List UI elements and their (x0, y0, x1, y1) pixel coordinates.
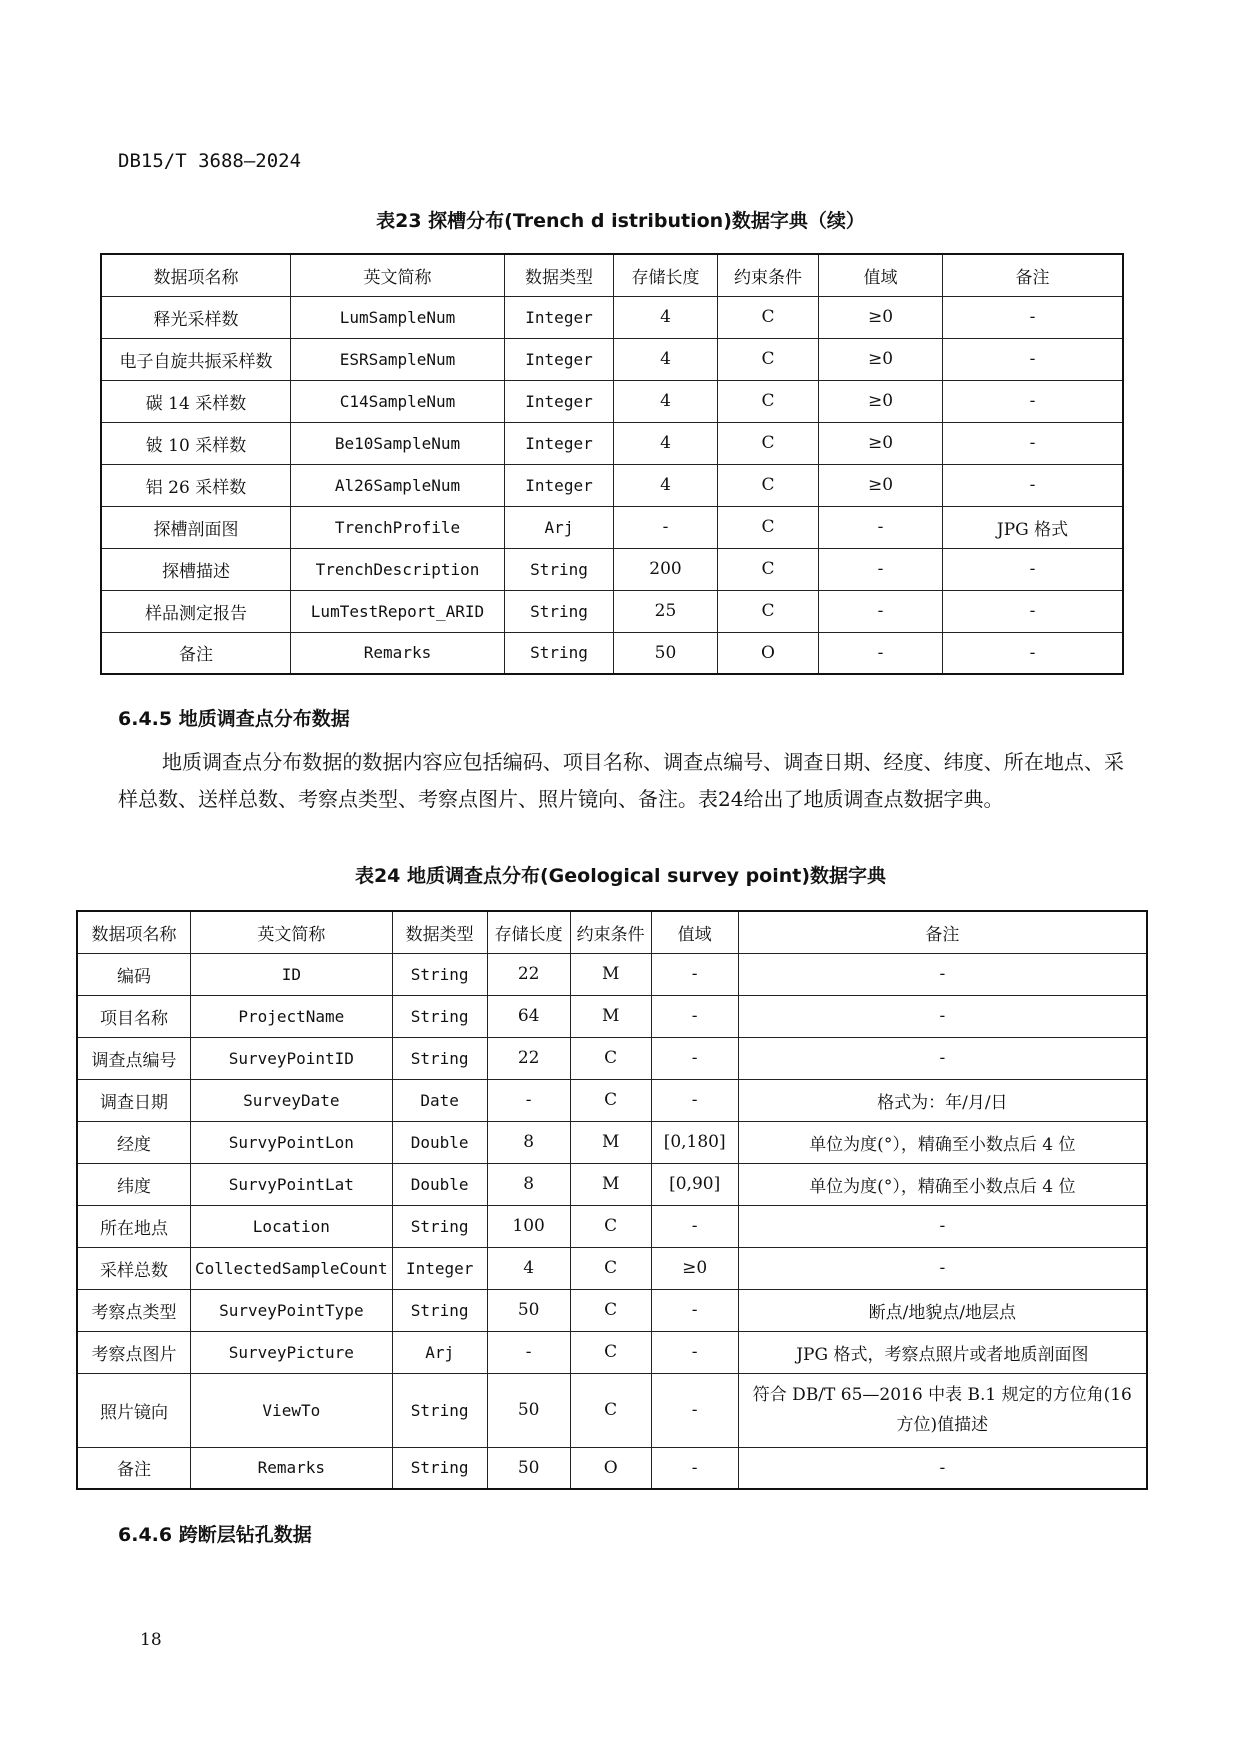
table-cell: ≥0 (819, 464, 943, 506)
table-cell: 单位为度(°），精确至小数点后 4 位 (738, 1121, 1147, 1163)
table-row (101, 296, 1123, 338)
table-cell: String (392, 1447, 487, 1489)
table-cell: Arj (392, 1331, 487, 1373)
table-cell: JPG 格式，考察点照片或者地质剖面图 (738, 1331, 1147, 1373)
table-cell: C (718, 338, 819, 380)
table-cell: C (718, 296, 819, 338)
table-cell: LumTestReport_ARID (291, 590, 505, 632)
column-header: 备注 (943, 254, 1124, 296)
table-cell: - (651, 995, 738, 1037)
table-cell: 电子自旋共振采样数 (101, 338, 291, 380)
column-header: 约束条件 (570, 911, 651, 953)
table-cell: String (392, 995, 487, 1037)
table-cell: SurvyPointLat (191, 1163, 393, 1205)
table-cell: Integer (505, 422, 614, 464)
table-cell: - (738, 1037, 1147, 1079)
table-row (77, 1205, 1147, 1247)
table-cell: - (738, 1447, 1147, 1489)
table-cell: String (505, 548, 614, 590)
column-header: 值域 (819, 254, 943, 296)
table-cell: String (505, 632, 614, 674)
table-cell: 200 (614, 548, 718, 590)
column-header: 值域 (651, 911, 738, 953)
table-cell: 4 (614, 422, 718, 464)
table-cell: O (570, 1447, 651, 1489)
table-cell: - (651, 1037, 738, 1079)
table-row (101, 380, 1123, 422)
column-header: 英文简称 (191, 911, 393, 953)
table-cell: - (738, 1205, 1147, 1247)
table-cell: M (570, 1121, 651, 1163)
table-cell: 考察点类型 (77, 1289, 191, 1331)
table-cell: 照片镜向 (77, 1373, 191, 1447)
table-row (77, 1121, 1147, 1163)
table-cell: 4 (487, 1247, 570, 1289)
table-cell: 100 (487, 1205, 570, 1247)
table-row (77, 1163, 1147, 1205)
table-cell: ≥0 (819, 296, 943, 338)
table-cell: - (651, 1373, 738, 1447)
table-cell: C (570, 1205, 651, 1247)
table23 (100, 253, 1124, 675)
table-row (101, 548, 1123, 590)
table-cell: Integer (505, 338, 614, 380)
table-cell: Integer (505, 464, 614, 506)
table-cell: String (392, 953, 487, 995)
table-cell: 4 (614, 380, 718, 422)
table-cell: Arj (505, 506, 614, 548)
table-cell: 探槽剖面图 (101, 506, 291, 548)
table-cell: Integer (505, 296, 614, 338)
table-cell: JPG 格式 (943, 506, 1124, 548)
table-cell: 调查点编号 (77, 1037, 191, 1079)
column-header: 数据类型 (505, 254, 614, 296)
table-cell: C (718, 506, 819, 548)
table-cell: ≥0 (819, 422, 943, 464)
table-cell: - (819, 632, 943, 674)
table-cell: 铍 10 采样数 (101, 422, 291, 464)
table-cell: ≥0 (819, 380, 943, 422)
table-cell: Remarks (191, 1447, 393, 1489)
table-cell: - (651, 1289, 738, 1331)
column-header: 存储长度 (487, 911, 570, 953)
table-cell: 4 (614, 296, 718, 338)
table23-header-row (101, 254, 1123, 296)
section-6-4-6-heading: 6.4.6 跨断层钻孔数据 (118, 1524, 312, 1546)
table-cell: SurveyDate (191, 1079, 393, 1121)
table-cell: Location (191, 1205, 393, 1247)
table-row (77, 1247, 1147, 1289)
table-row (77, 1037, 1147, 1079)
table-cell: Double (392, 1163, 487, 1205)
table-cell: 项目名称 (77, 995, 191, 1037)
table-cell: String (392, 1289, 487, 1331)
table-cell: C (570, 1037, 651, 1079)
table-row (101, 338, 1123, 380)
table-row (101, 464, 1123, 506)
table-cell: [0,90] (651, 1163, 738, 1205)
table-cell: - (651, 1205, 738, 1247)
table-cell: 22 (487, 953, 570, 995)
table23-caption: 表23 探槽分布(Trench d istribution)数据字典（续） (376, 210, 865, 232)
table-cell: C (570, 1331, 651, 1373)
table-cell: 断点/地貌点/地层点 (738, 1289, 1147, 1331)
table-cell: - (943, 464, 1124, 506)
table-cell: 50 (487, 1373, 570, 1447)
table-cell: M (570, 995, 651, 1037)
table-cell: 25 (614, 590, 718, 632)
table-cell: ProjectName (191, 995, 393, 1037)
table-cell: Integer (392, 1247, 487, 1289)
table-row (77, 1289, 1147, 1331)
table-cell: 考察点图片 (77, 1331, 191, 1373)
table-cell: 备注 (77, 1447, 191, 1489)
table-cell: C (718, 548, 819, 590)
table-cell: 碳 14 采样数 (101, 380, 291, 422)
table-cell: - (943, 590, 1124, 632)
table-cell: - (651, 1331, 738, 1373)
table-cell: Integer (505, 380, 614, 422)
table-cell: 50 (487, 1447, 570, 1489)
page-number: 18 (140, 1630, 162, 1650)
table-cell: 22 (487, 1037, 570, 1079)
table-cell: CollectedSampleCount (191, 1247, 393, 1289)
table-cell: SurveyPointType (191, 1289, 393, 1331)
table24-caption: 表24 地质调查点分布(Geological survey point)数据字典 (354, 865, 887, 887)
table24 (76, 910, 1148, 1490)
table-cell: C (718, 590, 819, 632)
table-row (101, 506, 1123, 548)
table-cell: - (943, 548, 1124, 590)
table-cell: ESRSampleNum (291, 338, 505, 380)
table-cell: - (819, 506, 943, 548)
column-header: 英文简称 (291, 254, 505, 296)
table-cell: - (943, 380, 1124, 422)
table-cell: M (570, 1163, 651, 1205)
table-cell: O (718, 632, 819, 674)
table-cell: [0,180] (651, 1121, 738, 1163)
table-cell: 单位为度(°），精确至小数点后 4 位 (738, 1163, 1147, 1205)
column-header: 存储长度 (614, 254, 718, 296)
table-row (77, 1331, 1147, 1373)
table-cell: - (487, 1079, 570, 1121)
table-cell: 样品测定报告 (101, 590, 291, 632)
table-cell: 铝 26 采样数 (101, 464, 291, 506)
table-cell: Remarks (291, 632, 505, 674)
table-cell: SurveyPointID (191, 1037, 393, 1079)
table-cell: - (943, 338, 1124, 380)
table-cell: Date (392, 1079, 487, 1121)
table-cell: C (718, 422, 819, 464)
table-cell: SurveyPicture (191, 1331, 393, 1373)
table-cell: 采样总数 (77, 1247, 191, 1289)
table-cell: TrenchDescription (291, 548, 505, 590)
table-row (77, 1079, 1147, 1121)
table-cell: - (651, 1447, 738, 1489)
table-cell: 64 (487, 995, 570, 1037)
table-cell: C (570, 1079, 651, 1121)
table-cell: - (943, 632, 1124, 674)
table-row (77, 1373, 1147, 1447)
table-cell: 符合 DB/T 65—2016 中表 B.1 规定的方位角(16 方位)值描述 (738, 1373, 1147, 1447)
table-row (101, 632, 1123, 674)
table-cell: M (570, 953, 651, 995)
table-cell: - (738, 1247, 1147, 1289)
table-cell: C (570, 1247, 651, 1289)
column-header: 数据类型 (392, 911, 487, 953)
table-cell: Al26SampleNum (291, 464, 505, 506)
document-code: DB15/T 3688—2024 (118, 150, 302, 172)
table-cell: - (738, 953, 1147, 995)
table-cell: ViewTo (191, 1373, 393, 1447)
table-cell: 4 (614, 338, 718, 380)
table-cell: ID (191, 953, 393, 995)
table-cell: ≥0 (651, 1247, 738, 1289)
table-row (101, 590, 1123, 632)
table-cell: LumSampleNum (291, 296, 505, 338)
table-cell: C14SampleNum (291, 380, 505, 422)
table24-header-row (77, 911, 1147, 953)
table-cell: 释光采样数 (101, 296, 291, 338)
table-cell: C (718, 380, 819, 422)
table-cell: - (819, 548, 943, 590)
table-cell: 4 (614, 464, 718, 506)
table-cell: Double (392, 1121, 487, 1163)
table-cell: 所在地点 (77, 1205, 191, 1247)
table-cell: 探槽描述 (101, 548, 291, 590)
table-cell: Be10SampleNum (291, 422, 505, 464)
column-header: 数据项名称 (101, 254, 291, 296)
table-row (77, 1447, 1147, 1489)
table-cell: - (614, 506, 718, 548)
table-cell: 纬度 (77, 1163, 191, 1205)
table-cell: - (819, 590, 943, 632)
column-header: 约束条件 (718, 254, 819, 296)
table-cell: String (505, 590, 614, 632)
table-cell: - (487, 1331, 570, 1373)
table-cell: - (651, 953, 738, 995)
table-cell: 备注 (101, 632, 291, 674)
table-cell: ≥0 (819, 338, 943, 380)
table-cell: 8 (487, 1163, 570, 1205)
column-header: 数据项名称 (77, 911, 191, 953)
table-cell: String (392, 1037, 487, 1079)
table-cell: C (718, 464, 819, 506)
table-cell: 经度 (77, 1121, 191, 1163)
table-row (77, 995, 1147, 1037)
table-cell: 50 (487, 1289, 570, 1331)
table-cell: TrenchProfile (291, 506, 505, 548)
table-row (101, 422, 1123, 464)
table-cell: C (570, 1289, 651, 1331)
table-row (77, 953, 1147, 995)
column-header: 备注 (738, 911, 1147, 953)
table-cell: - (651, 1079, 738, 1121)
section-6-4-5-heading: 6.4.5 地质调查点分布数据 (118, 708, 350, 730)
table-cell: 格式为：年/月/日 (738, 1079, 1147, 1121)
section-6-4-5-paragraph: 地质调查点分布数据的数据内容应包括编码、项目名称、调查点编号、调查日期、经度、纬度、所在地点、采样总数、送样总数、考察点类型、考察点图片、照片镜向、备注。表24给出了地质调查点数据字典。 (118, 750, 1124, 811)
table-cell: - (943, 296, 1124, 338)
table-cell: - (738, 995, 1147, 1037)
table-cell: 8 (487, 1121, 570, 1163)
table-cell: 编码 (77, 953, 191, 995)
table-cell: String (392, 1373, 487, 1447)
table-cell: - (943, 422, 1124, 464)
table-cell: 调查日期 (77, 1079, 191, 1121)
table-cell: SurvyPointLon (191, 1121, 393, 1163)
table-cell: C (570, 1373, 651, 1447)
table-cell: 50 (614, 632, 718, 674)
table-cell: String (392, 1205, 487, 1247)
